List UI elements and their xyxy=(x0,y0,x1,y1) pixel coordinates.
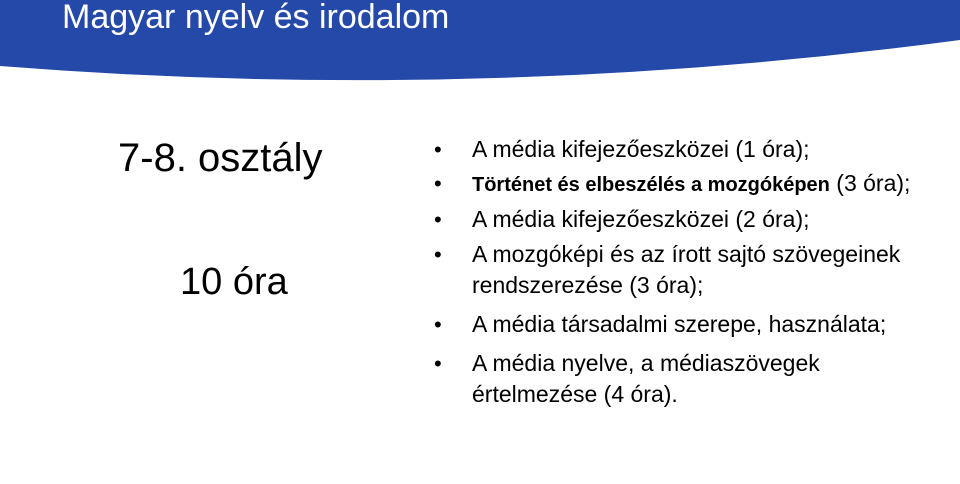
topic-item xyxy=(434,239,942,301)
bullet-icon: • xyxy=(434,207,442,232)
bullet-icon: • xyxy=(434,351,442,376)
topic-text: A média kifejezőeszközei (2 óra); xyxy=(472,206,810,232)
topic-item xyxy=(434,135,942,164)
topic-text: A média nyelve, a médiaszövegek értelmezése (4 óra). xyxy=(472,350,820,407)
topic-item xyxy=(434,205,942,234)
bullet-icon: • xyxy=(434,137,442,162)
class-label: 7-8. osztály xyxy=(118,136,323,180)
topic-item xyxy=(434,348,942,410)
topic-text: A média kifejezőeszközei (1 óra); xyxy=(472,136,810,162)
topic-bold-text: Történet és elbeszélés a mozgóképen xyxy=(472,174,830,196)
topic-list xyxy=(434,135,942,418)
topic-item xyxy=(434,169,942,200)
page-title: Magyar nyelv és irodalom xyxy=(62,0,450,36)
topic-text: A mozgóképi és az írott sajtó szövegeinek rendszerezése (3 óra); xyxy=(472,241,901,298)
topic-item xyxy=(434,309,942,340)
hours-label: 10 óra xyxy=(180,261,288,303)
topic-text: (3 óra); xyxy=(829,170,911,196)
bullet-icon: • xyxy=(434,171,442,196)
bullet-icon: • xyxy=(434,312,442,337)
topic-text: A média társadalmi szerepe, használata; xyxy=(472,311,887,337)
bullet-icon: • xyxy=(434,242,442,267)
